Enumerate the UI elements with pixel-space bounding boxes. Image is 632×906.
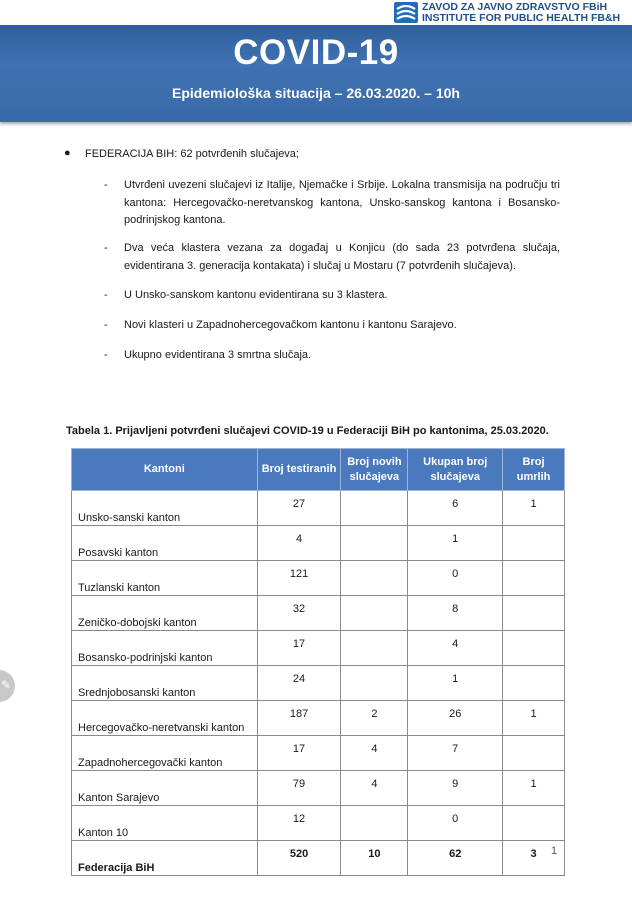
logo-text-english: INSTITUTE FOR PUBLIC HEALTH FB&H bbox=[422, 12, 621, 24]
deaths-cell bbox=[503, 561, 565, 596]
deaths-cell: 1 bbox=[503, 701, 565, 736]
total-cases-cell: 1 bbox=[408, 666, 503, 701]
new-cases-cell bbox=[341, 806, 408, 841]
dash-icon: - bbox=[104, 179, 108, 191]
total-cases-cell: 26 bbox=[408, 701, 503, 736]
deaths-cell: 1 bbox=[503, 491, 565, 526]
new-cases-cell bbox=[341, 631, 408, 666]
total-cases-cell: 9 bbox=[408, 771, 503, 806]
tested-cell: 32 bbox=[257, 596, 341, 631]
table-row bbox=[72, 491, 565, 526]
total-cases-cell: 62 bbox=[408, 841, 503, 876]
deaths-cell bbox=[503, 736, 565, 771]
table-row bbox=[72, 806, 565, 841]
total-cases-cell: 1 bbox=[408, 526, 503, 561]
total-cases-cell: 8 bbox=[408, 596, 503, 631]
new-cases-cell: 4 bbox=[341, 736, 408, 771]
tested-cell: 17 bbox=[257, 631, 341, 666]
total-cases-cell: 0 bbox=[408, 561, 503, 596]
tested-cell: 187 bbox=[257, 701, 341, 736]
new-cases-cell: 4 bbox=[341, 771, 408, 806]
canton-name-cell: Kanton Sarajevo bbox=[72, 771, 258, 806]
total-cases-cell: 6 bbox=[408, 491, 503, 526]
total-cases-cell: 0 bbox=[408, 806, 503, 841]
canton-name-cell: Srednjobosanski kanton bbox=[72, 666, 258, 701]
page-title: COVID-19 bbox=[233, 33, 399, 72]
table-row bbox=[72, 526, 565, 561]
logo-text-local: ZAVOD ZA JAVNO ZDRAVSTVO FBiH bbox=[422, 1, 608, 13]
sub-bullet-text: Utvrđeni uvezeni slučajevi iz Italije, Njemačke i Srbije. Lokalna transmisija na području tri kantona: Hercegovačko-neretvanskog kantona, Unsko-sanskog kantona i Bosansko-podrinjskog kantona. bbox=[124, 179, 560, 226]
main-bullet-text: FEDERACIJA BIH: 62 potvrđenih slučajeva; bbox=[85, 148, 299, 160]
institute-logo-icon bbox=[394, 2, 418, 23]
dash-icon: - bbox=[104, 349, 108, 361]
tested-cell: 520 bbox=[257, 841, 341, 876]
column-header-tested: Broj testiranih bbox=[257, 449, 341, 491]
table-row bbox=[72, 701, 565, 736]
column-header-total-cases: Ukupan broj slučajeva bbox=[408, 449, 503, 491]
table-total-row bbox=[72, 841, 565, 876]
canton-name-cell: Hercegovačko-neretvanski kanton bbox=[72, 701, 258, 736]
dash-icon: - bbox=[104, 242, 108, 254]
canton-name-cell: Kanton 10 bbox=[72, 806, 258, 841]
pencil-icon: ✎ bbox=[1, 678, 12, 692]
tested-cell: 79 bbox=[257, 771, 341, 806]
deaths-cell bbox=[503, 631, 565, 666]
column-header-deaths: Broj umrlih bbox=[503, 449, 565, 491]
bullet-icon: ● bbox=[64, 147, 71, 159]
sub-bullet-text: Novi klasteri u Zapadnohercegovačkom kantonu i kantonu Sarajevo. bbox=[124, 319, 457, 331]
table-row bbox=[72, 736, 565, 771]
total-cases-cell: 4 bbox=[408, 631, 503, 666]
canton-name-cell: Federacija BiH bbox=[72, 841, 258, 876]
canton-name-cell: Zapadnohercegovački kanton bbox=[72, 736, 258, 771]
deaths-cell: 3 bbox=[503, 841, 565, 876]
table-row bbox=[72, 596, 565, 631]
total-cases-cell: 7 bbox=[408, 736, 503, 771]
tested-cell: 27 bbox=[257, 491, 341, 526]
tested-cell: 12 bbox=[257, 806, 341, 841]
new-cases-cell: 2 bbox=[341, 701, 408, 736]
tested-cell: 4 bbox=[257, 526, 341, 561]
new-cases-cell bbox=[341, 526, 408, 561]
deaths-cell: 1 bbox=[503, 771, 565, 806]
institute-logo bbox=[390, 0, 632, 25]
floating-edit-button[interactable] bbox=[0, 670, 15, 702]
dash-icon: - bbox=[104, 289, 108, 301]
tested-cell: 121 bbox=[257, 561, 341, 596]
table-row bbox=[72, 631, 565, 666]
table-row bbox=[72, 561, 565, 596]
new-cases-cell: 10 bbox=[341, 841, 408, 876]
canton-name-cell: Tuzlanski kanton bbox=[72, 561, 258, 596]
column-header-kantoni: Kantoni bbox=[72, 449, 258, 491]
table-caption: Tabela 1. Prijavljeni potvrđeni slučajevi COVID-19 u Federaciji BiH po kantonima, 25.03.2020. bbox=[66, 425, 549, 437]
table-row bbox=[72, 666, 565, 701]
canton-name-cell: Zeničko-dobojski kanton bbox=[72, 596, 258, 631]
deaths-cell bbox=[503, 806, 565, 841]
new-cases-cell bbox=[341, 666, 408, 701]
page-number: 1 bbox=[551, 845, 558, 857]
cases-table bbox=[71, 448, 565, 876]
sub-bullet-text: U Unsko-sanskom kantonu evidentirana su 3 klastera. bbox=[124, 289, 388, 301]
tested-cell: 17 bbox=[257, 736, 341, 771]
dash-icon: - bbox=[104, 319, 108, 331]
canton-name-cell: Posavski kanton bbox=[72, 526, 258, 561]
table-row bbox=[72, 771, 565, 806]
tested-cell: 24 bbox=[257, 666, 341, 701]
new-cases-cell bbox=[341, 561, 408, 596]
sub-bullet-text: Ukupno evidentirana 3 smrtna slučaja. bbox=[124, 349, 312, 361]
deaths-cell bbox=[503, 666, 565, 701]
new-cases-cell bbox=[341, 491, 408, 526]
sub-bullet-text: Dva veća klastera vezana za događaj u Konjicu (do sada 23 potvrđena slučaja, evidentirana 3. generacija kontakata) i slučaj u Mostaru (7 potvrđenih slučajeva). bbox=[124, 242, 560, 272]
canton-name-cell: Bosansko-podrinjski kanton bbox=[72, 631, 258, 666]
new-cases-cell bbox=[341, 596, 408, 631]
column-header-new-cases: Broj novih slučajeva bbox=[341, 449, 408, 491]
table-header-row bbox=[72, 449, 565, 491]
deaths-cell bbox=[503, 596, 565, 631]
deaths-cell bbox=[503, 526, 565, 561]
canton-name-cell: Unsko-sanski kanton bbox=[72, 491, 258, 526]
page-subtitle: Epidemiološka situacija – 26.03.2020. – 10h bbox=[172, 85, 460, 101]
